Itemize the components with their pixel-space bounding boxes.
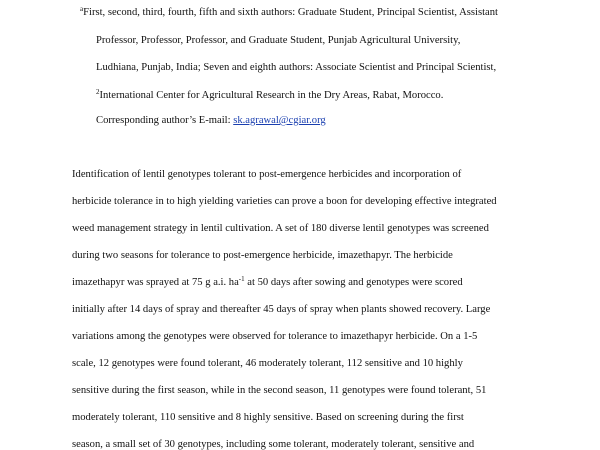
abstract-line-2: herbicide tolerance in to high yielding varieties can prove a boon for developing effective integrated — [72, 196, 497, 207]
abstract-line-9: sensitive during the first season, while in the second season, 11 genotypes were found tolerant, 51 — [72, 385, 487, 396]
abstract-line-6: initially after 14 days of spray and thereafter 45 days of spray when plants showed recovery. Large — [72, 304, 491, 315]
abstract-line-5 — [72, 276, 463, 290]
affiliation-text-4: International Center for Agricultural Research in the Dry Areas, Rabat, Morocco. — [99, 90, 444, 101]
affiliation-superscript-a: a — [80, 5, 84, 13]
abstract-line-5-part-2: at 50 days after sowing and genotypes were scored — [244, 277, 463, 288]
corresponding-author-label: Corresponding author’s E-mail: — [96, 115, 234, 126]
abstract-line-10: moderately tolerant, 110 sensitive and 8 highly sensitive. Based on screening during the first — [72, 412, 464, 423]
affiliation-line-4 — [96, 89, 443, 103]
abstract-line-11: season, a small set of 30 genotypes, including some tolerant, moderately tolerant, sensitive and — [72, 439, 475, 450]
abstract-line-7: variations among the genotypes were observed for tolerance to imazethapyr herbicide. On a 1-5 — [72, 331, 478, 342]
abstract-line-8: scale, 12 genotypes were found tolerant, 46 moderately tolerant, 112 sensitive and 10 highly — [72, 358, 463, 369]
affiliation-superscript-2: 2 — [96, 88, 100, 96]
abstract-line-4: during two seasons for tolerance to post-emergence herbicide, imazethapyr. The herbicide — [72, 250, 453, 261]
affiliation-line-1 — [80, 6, 498, 20]
abstract-unit-superscript: -1 — [238, 275, 245, 283]
corresponding-author-line — [96, 114, 326, 128]
affiliation-line-3: Ludhiana, Punjab, India; Seven and eighth authors: Associate Scientist and Principal Scientist, — [96, 62, 497, 73]
corresponding-email-link[interactable]: sk.agrawal@cgiar.org — [233, 115, 326, 126]
abstract-line-5-part-1: imazethapyr was sprayed at 75 g a.i. ha — [72, 277, 239, 288]
affiliation-text-1: First, second, third, fourth, fifth and sixth authors: Graduate Student, Principal Scientist, Assistant — [83, 7, 498, 18]
abstract-line-3: weed management strategy in lentil cultivation. A set of 180 diverse lentil genotypes was screened — [72, 223, 489, 234]
abstract-line-1: Identification of lentil genotypes tolerant to post-emergence herbicides and incorporation of — [72, 169, 462, 180]
affiliation-line-2: Professor, Professor, Professor, and Graduate Student, Punjab Agricultural University, — [96, 35, 461, 46]
